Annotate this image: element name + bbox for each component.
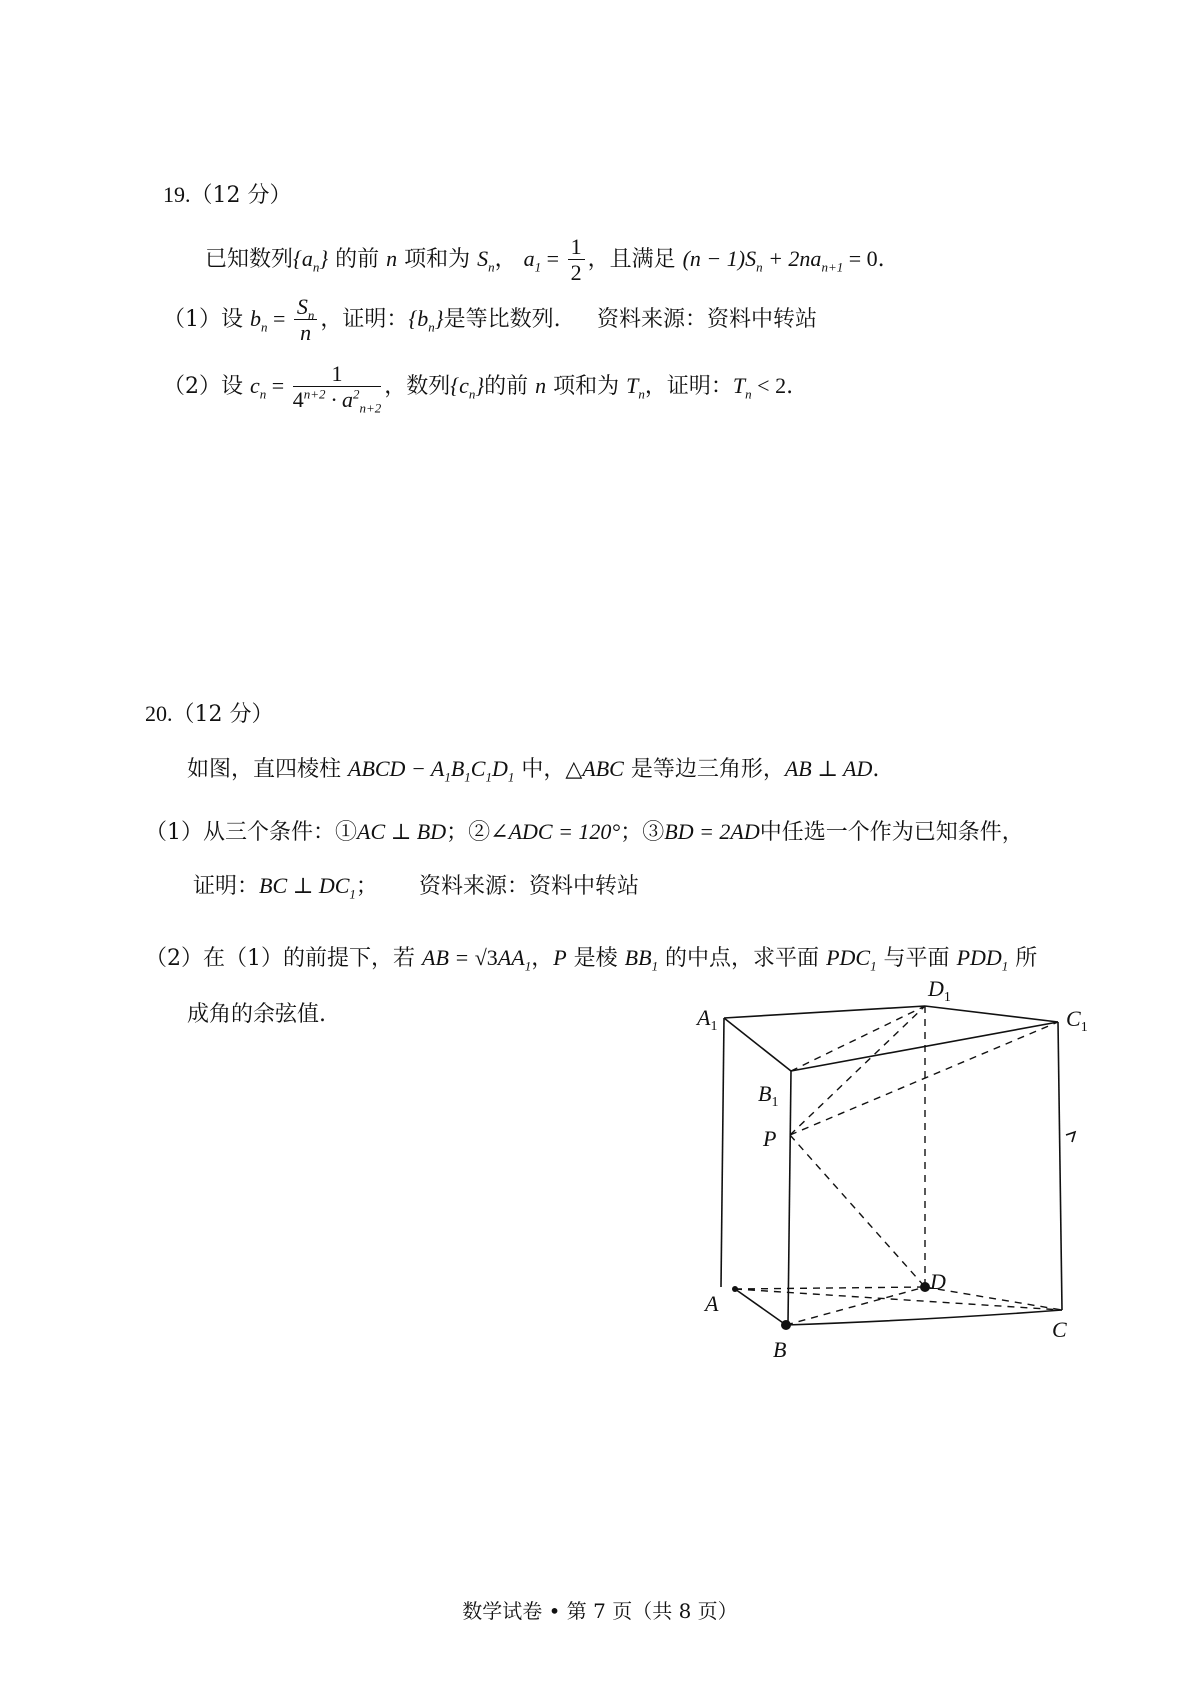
q20-perp: AB ⊥ AD [784,756,873,781]
q20-p2-aa1: $AA_1$ [497,945,532,974]
point-D [920,1282,930,1292]
q19-cn: $c_n$ [250,372,267,402]
q20-p1-label: （1）从三个条件：① [145,820,357,845]
q19-stem-text: ， [494,246,517,272]
q19-part1 [163,294,561,346]
q19-seq-c: $\{c_n\}$ [450,372,485,402]
q19-cn-fraction: $\frac{1}{4^{n+2} \cdot a^2_{n+2}}$ [292,361,382,416]
q20-part1 [145,815,1024,846]
q19-n: n [386,245,398,271]
q19-p1-label: （1）设 [163,306,250,332]
q19-Sn: $S_n$ [477,245,495,275]
edge-PD-dashed [790,1135,925,1287]
q19-seq-a: $\{a_n\}$ [293,245,329,275]
q19-p2-n: n [535,372,547,398]
q19-eq: = [541,245,565,271]
point-A [732,1286,738,1292]
label-A1: $A_1$ [697,1005,718,1034]
q20-prism: ABCD − $A_1B_1C_1D_1$ [348,756,515,785]
q20-condition-2: ∠ADC = 120° [490,819,621,844]
q19-inequality: $T_n < 2$ [732,372,787,402]
q20-stem [187,752,879,783]
q20-p2-ab: AB = [422,945,475,970]
q19-p2-text: ，数列 [384,373,451,399]
q19-p2-text: ，证明： [644,373,733,399]
q20-p2-text: 是棱 [566,946,625,971]
label-C: C [1052,1317,1067,1342]
q20-p2-text: ， [531,946,554,971]
q20-p2-text: 所 [1008,946,1038,971]
q19-a1-fraction: $\frac{1}{2}$ [568,234,585,286]
q19-p2-label: （2）设 [163,373,250,399]
edge-BC [786,1310,1062,1325]
q19-stem-end: . [877,246,885,272]
edge-DC-dashed [925,1287,1062,1310]
label-C1: $C_1$ [1066,1006,1088,1035]
q19-p2-end: . [786,373,794,399]
q20-stem-text: 如图，直四棱柱 [187,757,348,782]
q19-stem-text: 项和为 [397,246,478,272]
q20-triangle: △ABC [565,756,624,781]
q20-p2-label: （2）在（1）的前提下，若 [145,946,422,971]
q20-p2-text: 与平面 [876,946,957,971]
tick-mark [1066,1132,1075,1142]
q19-number: 19. [163,182,191,207]
edge-A1B1 [724,1018,791,1071]
q20-number: 20. [145,701,173,726]
point-B [781,1320,791,1330]
edge-BD-dashed [786,1287,925,1325]
q20-p2-P: P [553,945,567,970]
q20-p1-sep: ；③ [620,820,665,845]
q20-p2-sqrt: √3 [474,945,498,970]
label-P: P [763,1126,777,1151]
q19-header [163,178,292,209]
q20-p1b-math: BC ⊥ $DC_1$ [259,873,356,902]
q20-source-note: 资料来源：资料中转站 [419,874,640,899]
q19-source-note: 资料来源：资料中转站 [597,307,818,332]
q20-points: （12 分） [172,702,274,727]
q20-p1b-label: 证明： [193,874,260,899]
q19-bn-fraction: $\frac{S_n}{n}$ [294,294,318,346]
q19-p1-eq: = [267,305,291,331]
edge-AD-dashed [735,1287,925,1289]
q20-p2-pdc1: $PDC_1$ [826,945,877,974]
q19-condition: $(n - 1)S_n + 2na_{n+1} = 0$ [682,245,878,275]
q19-p2-eq: = [266,372,290,398]
q20-stem-text: 中， [514,757,566,782]
q20-p1-sep: ；② [446,820,491,845]
q19-p2-text: 的前 [484,373,536,399]
q19-stem-text: ，且满足 [587,246,683,272]
q19-bn: $b_n$ [250,305,268,335]
edge-PC1-dashed [790,1022,1058,1135]
edge-B1D1-dashed [791,1006,925,1071]
edge-BB1 [788,1071,791,1323]
q20-p1b-end: ； [355,874,378,899]
q20-condition-3: BD = 2AD [664,819,760,844]
q19-stem-text: 已知数列 [205,246,294,272]
label-B1: $B_1$ [758,1081,779,1110]
page-footer: 数学试卷 • 第 7 页（共 8 页） [462,1599,738,1623]
q19-p2-text: 项和为 [546,373,627,399]
q20-part1-line2 [193,869,378,900]
edge-CC1 [1058,1022,1062,1310]
q19-stem-text: 的前 [328,246,387,272]
q19-p1-text: ，证明： [320,306,409,332]
q20-p2-pdd1: $PDD_1$ [956,945,1009,974]
q20-p1-text: 中任选一个作为已知条件， [759,820,1024,845]
q19-Tn: $T_n$ [626,372,645,402]
edge-PD1-dashed [790,1006,925,1135]
q20-condition-1: AC ⊥ BD [357,819,447,844]
q20-part2 [145,941,1037,972]
label-D: D [930,1269,946,1294]
q19-part2 [163,361,794,416]
edge-B1C1 [791,1022,1058,1071]
edge-D1A1 [724,1006,925,1018]
q19-p1-text: 是等比数列. [443,306,561,332]
edge-AB [735,1289,786,1325]
q20-stem-end: . [872,757,880,782]
edge-AC-dashed [735,1289,1062,1310]
label-B: B [773,1337,787,1362]
q19-seq-b: $\{b_n\}$ [408,305,444,335]
label-D1: $D_1$ [928,976,951,1005]
q19-points: （12 分） [190,183,292,208]
label-A: A [705,1291,719,1316]
q20-header [145,697,274,728]
edge-AA1 [721,1018,724,1287]
q20-stem-text: 是等边三角形， [623,757,785,782]
q19-a1: $a_1$ [523,245,542,275]
q20-p2-text: 的中点，求平面 [658,946,827,971]
q19-stem [205,234,885,286]
q20-part2-line2: 成角的余弦值. [187,1002,326,1027]
edge-C1D1 [925,1006,1058,1022]
q20-p2-bb1: $BB_1$ [624,945,659,974]
